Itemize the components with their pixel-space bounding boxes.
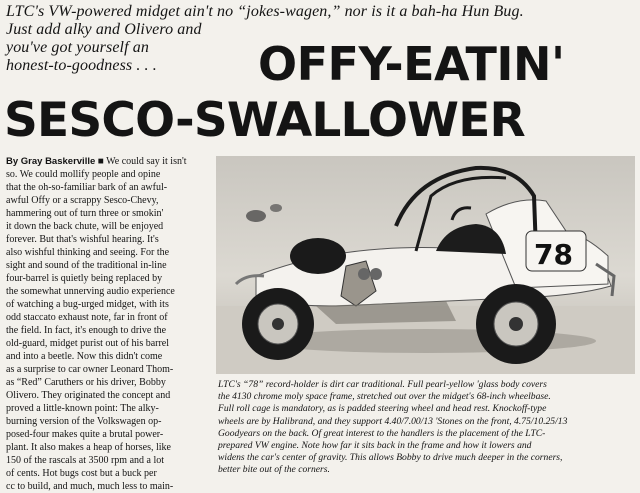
deck-line: you've got yourself an — [6, 39, 149, 56]
deck-line: honest-to-goodness . . . — [6, 57, 157, 74]
caption-line: better bite out of the corners. — [218, 464, 330, 476]
body-line: the somewhat unnerving audio experience — [6, 286, 175, 297]
body-line: four-barrel is quietly being replaced by — [6, 273, 163, 284]
body-line: Olivero. They originated the concept and — [6, 390, 171, 401]
body-line: old-guard, midget purist out of his barrel — [6, 338, 170, 349]
headline-line-1: OFFY-EATIN' — [258, 37, 565, 91]
body-first-line — [6, 155, 209, 168]
body-line: as “Red” Caruthers or his driver, Bobby — [6, 377, 166, 388]
deck-line: Just add alky and Olivero and — [6, 21, 202, 38]
midget-race-car-photo — [216, 156, 635, 374]
race-car-illustration — [216, 156, 635, 374]
caption-line: widens the car's center of gravity. This allows Bobby to drive much deeper in the corners, — [218, 452, 563, 464]
body-line: burning version of the Volkswagen op- — [6, 416, 162, 427]
body-line: so. We could mollify people and opine — [6, 169, 161, 180]
body-line: forever. But that's wishful hearing. It's — [6, 234, 159, 245]
caption-line: Goodyears on the back. Of great interest to the handlers is the placement of the LTC- — [218, 427, 546, 439]
car-number: 78 — [534, 238, 573, 271]
body-line: sight and sound of the traditional in-line — [6, 260, 167, 271]
left-rear-wheel — [476, 284, 556, 364]
headline-line-2: SESCO-SWALLOWER — [4, 93, 525, 148]
body-line: posed-four makes quite a brutal power- — [6, 429, 164, 440]
caption-line: Full roll cage is mandatory, as is padded steering wheel and head rest. Knockoff-type — [218, 403, 547, 415]
body-line: We could say it isn't — [103, 156, 187, 167]
deck-line: LTC's VW-powered midget ain't no “jokes-wagen,” nor is it a bah-ha Hun Bug. — [6, 3, 524, 20]
body-line: 150 of the rascals at 3500 rpm and a lot — [6, 455, 165, 466]
right-front-wheel — [290, 238, 346, 274]
body-line: hammering out of turn three or smokin' — [6, 208, 164, 219]
body-line: and into a beetle. Now this didn't come — [6, 351, 163, 362]
caption-line: wheels are by Halibrand, and they support 4.40/7.00/13 'Stones on the front, 4.75/10.25/13 — [218, 415, 568, 427]
body-line: awful Offy or a scrappy Sesco-Chevy, — [6, 195, 159, 206]
body-line: plant. It also makes a heap of horses, like — [6, 442, 171, 453]
body-line: also wishful thinking and seeing. For the — [6, 247, 170, 258]
body-line: cc to build, and much, much less to main- — [6, 481, 174, 492]
left-front-wheel — [242, 288, 314, 360]
body-line: that the oh-so-familiar bark of an awful- — [6, 182, 168, 193]
caption-line: prepared VW engine. Note how far it sits back in the frame and how it lowers and — [218, 440, 532, 452]
body-line: of watching a bug-urged midget, with its — [6, 299, 169, 310]
body-line: odd staccato exhaust note, far in front of — [6, 312, 168, 323]
byline-bullet: ■ — [95, 156, 104, 167]
body-line: the field. In fact, it's enough to drive the — [6, 325, 167, 336]
body-line: as a surprise to car owner Leonard Thom- — [6, 364, 174, 375]
photo-caption — [218, 379, 634, 477]
body-line: proved a little-known point: The alky- — [6, 403, 159, 414]
caption-line: the 4130 chrome moly space frame, stretched out over the midget's 68-inch wheelbase. — [218, 391, 551, 403]
byline: By Gray Baskerville — [6, 156, 96, 167]
body-line: it down the back chute, will be enjoyed — [6, 221, 164, 232]
article-body — [6, 155, 209, 492]
caption-line: LTC's “78” record-holder is dirt car traditional. Full pearl-yellow 'glass body covers — [218, 379, 547, 390]
body-line: of cents. Hot bugs cost but a buck per — [6, 468, 157, 479]
